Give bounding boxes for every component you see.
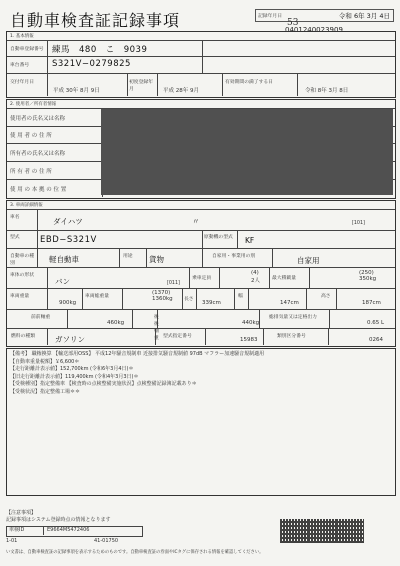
vehicle-id-box — [6, 526, 143, 537]
use-value: 貨物 — [149, 255, 164, 264]
section-basic-info — [6, 31, 396, 98]
maxload-label: 最大積載量 — [272, 276, 296, 281]
first-reg-value: 平成 28年 9月 — [163, 88, 199, 94]
notes-line: 【備考】 職権換算 【輸送部用OSS】 平成12年騒音規制車 近接排気騒音規制値 97dB マフラー加速騒音規制適用 — [10, 351, 265, 357]
owner-row-label: 使用者の氏名又は名称 — [10, 116, 66, 122]
print-date-label: 記録年月日 — [258, 14, 282, 19]
reg-row — [7, 40, 395, 57]
fuel-value: ガソリン — [55, 335, 85, 344]
model-row — [7, 230, 395, 249]
axle-front-label: 前前軸重 — [31, 315, 51, 320]
body-label: 車体の形状 — [10, 273, 34, 278]
type-designation-label: 型式指定番号 — [163, 334, 192, 339]
body-code: [011] — [167, 281, 180, 286]
first-reg-label: 初度登録年月 — [129, 80, 153, 92]
redaction-block — [101, 109, 393, 195]
notes-line: 【旧走行距離計表示値】119,400km (令和4年3月3日)＊ — [10, 373, 139, 380]
qr-code-icon — [336, 519, 364, 543]
weight-label: 車両重量 — [10, 294, 30, 299]
vehicle-id-label: 車検ID — [9, 527, 25, 533]
notice-text: 記録事項はシステム登録時点の情報となります — [6, 517, 111, 523]
expiry-label: 有効期間の満了する日 — [225, 80, 273, 85]
reg-no-label: 自動車登録番号 — [10, 47, 44, 52]
notes-line: 【受検種別】指定整備車 【検査時の点検整備実施状況】点検整備記録簿記載あり＊ — [10, 381, 197, 387]
category-label: 類別区分番号 — [277, 334, 306, 339]
fuel-label: 燃料の種類 — [11, 334, 35, 339]
section2-title: 2. 使用者／所有者情報 — [10, 102, 57, 107]
kind-row — [7, 249, 395, 268]
bottom-notice: い文書は、自動車検査証の記録事項を表示するためのものです。自動車検査証の券面やICタグに保存される情報を確認してください。 — [6, 550, 264, 555]
owner-row-label: 所有者の氏名又は名称 — [10, 151, 66, 157]
fuel-row — [7, 329, 395, 345]
kind-label: 自動車の種別 — [10, 254, 34, 266]
maker-code: [101] — [352, 221, 365, 226]
width-label: 幅 — [238, 294, 243, 299]
model-label: 型式 — [10, 235, 20, 240]
maker-value: ダイハツ — [53, 217, 83, 226]
owner-row-label: 所 有 者 の 住 所 — [10, 169, 52, 175]
page-title: 自動車検査証記録事項 — [10, 11, 181, 30]
vehicle-id-value: E9664M5472406 — [43, 527, 89, 535]
doc-number: 0401240023909 — [285, 26, 343, 34]
height-label: 高さ — [321, 294, 331, 299]
chassis-row — [7, 56, 395, 74]
displacement-label: 総排気量又は定格出力 — [269, 315, 317, 320]
dates-row — [7, 74, 395, 96]
model-value: EBD−S321V — [40, 235, 97, 245]
maker-row — [7, 209, 395, 231]
issue-label: 交付年月日 — [10, 80, 34, 85]
capacity-value: (4) 2人 — [251, 270, 260, 284]
section-vehicle-info — [6, 200, 396, 347]
owner-row-label: 使 用 の 本 拠 の 位 置 — [10, 187, 67, 193]
length-value: 339cm — [202, 300, 221, 306]
maxload-value: (250) 350kg — [359, 270, 377, 282]
notice-title: 【注意事項】 — [6, 510, 37, 516]
handwritten-mark: 53 — [287, 18, 299, 28]
height-value: 187cm — [362, 300, 381, 306]
gross-value: (1370) 1360kg — [152, 290, 173, 302]
type-designation-value: 15983 — [240, 337, 258, 343]
axle-rear-value: 440kg — [242, 320, 260, 326]
business-value: 自家用 — [297, 256, 320, 265]
engine-value: KF — [245, 236, 255, 245]
qr-code-icon — [308, 519, 336, 543]
maker-mark: 〃 — [192, 217, 200, 226]
notes-line: 【受検状況】指定整備工場＊＊ — [10, 388, 81, 395]
date-prefix: 1-01 — [6, 538, 18, 544]
body-row — [7, 268, 395, 289]
axle-front-value: 460kg — [107, 320, 125, 326]
print-date-value: 令和 6年 3月 4日 — [338, 12, 390, 20]
chassis-label: 車台番号 — [10, 63, 30, 68]
qr-code-icon — [280, 519, 308, 543]
length-label: 長さ — [184, 297, 194, 302]
owner-row-label: 使 用 者 の 住 所 — [10, 133, 52, 139]
print-date-box — [255, 9, 394, 22]
engine-label: 原動機の型式 — [204, 235, 233, 240]
width-value: 147cm — [280, 300, 299, 306]
capacity-label: 乗車定員 — [192, 276, 212, 281]
axle-rear-label: 後後軸重 — [154, 315, 159, 341]
maker-label: 車名 — [10, 215, 20, 220]
kind-value: 軽自動車 — [49, 255, 79, 264]
body-value: バン — [55, 277, 70, 286]
reg-no-value: 練馬 480 こ 9039 — [52, 45, 148, 55]
use-label: 用途 — [123, 254, 133, 259]
section3-title: 3. 車両詳細情報 — [10, 203, 43, 208]
date-suffix: 41-01750 — [94, 538, 119, 544]
displacement-value: 0.65 L — [367, 320, 385, 326]
expiry-value: 令和 8年 3月 8日 — [305, 88, 349, 94]
weight-row — [7, 289, 395, 310]
notes-section — [6, 348, 396, 496]
business-label: 自家用・事業用の別 — [212, 254, 256, 259]
notes-line: 【自動車重量税額】￥6,600＊ — [10, 358, 80, 365]
notes-line: 【走行距離計表示値】152,700km (令和6年3月4日)＊ — [10, 366, 134, 372]
section1-title: 1. 基本情報 — [10, 34, 34, 39]
chassis-value: S321V−0279825 — [52, 59, 131, 69]
gross-label: 車両総重量 — [85, 294, 109, 299]
category-value: 0264 — [369, 337, 383, 343]
issue-value: 平成 30年 8月 9日 — [53, 88, 100, 94]
weight-value: 900kg — [59, 300, 77, 306]
